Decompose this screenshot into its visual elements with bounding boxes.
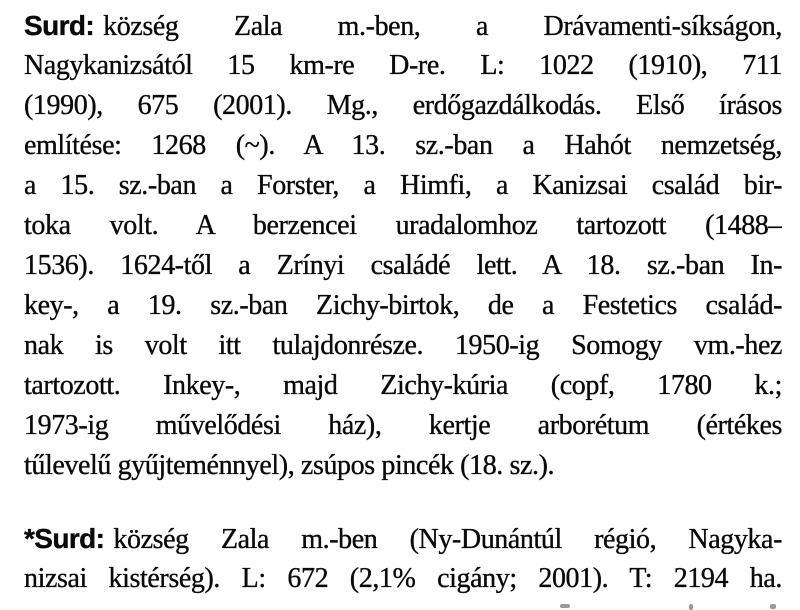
text-line: nizsai kistérség). L: 672 (2,1% cigány; 2001). T: 2194 ha. [24,563,782,594]
entry-headword: *Surd: [24,523,105,554]
text-line: tűlevelű gyűjteménnyel), zsúpos pincék (18. sz.). [24,450,555,481]
text-line [24,519,782,559]
entry-surd-starred [24,519,782,599]
text-line: nak is volt itt tulajdonrésze. 1950-ig Somogy vm.-hez [24,330,782,361]
text-line: 1536). 1624-től a Zrínyi családé lett. A 18. sz.-ban In- [24,250,782,281]
entry-surd [24,6,782,486]
text-line-content: község Zala m.-ben, a Drávamenti-síkságon, [103,11,782,42]
scan-artifact [689,604,693,610]
text-line: említése: 1268 (~). A 13. sz.-ban a Hahót nemzetség, [24,130,782,161]
text-line-content: község Zala m.-ben (Ny-Dunántúl régió, Nagyka- [113,524,782,555]
text-line: 1973-ig művelődési ház), kertje arborétum (értékes [24,410,782,441]
text-line: a 15. sz.-ban a Forster, a Himfi, a Kanizsai család bir- [24,170,782,201]
text-line: key-, a 19. sz.-ban Zichy-birtok, de a Festetics család- [24,290,782,321]
entry-headword: Surd: [24,10,95,41]
text-line: Nagykanizsától 15 km-re D-re. L: 1022 (1910), 711 [24,50,782,81]
scan-artifact [770,604,776,609]
text-line: toka volt. A berzencei uradalomhoz tartozott (1488– [24,210,782,241]
text-line: (1990), 675 (2001). Mg., erdőgazdálkodás. Első írásos [24,90,782,121]
text-line [24,6,782,46]
scan-artifact [560,604,570,608]
text-line: tartozott. Inkey-, majd Zichy-kúria (copf, 1780 k.; [24,370,782,401]
